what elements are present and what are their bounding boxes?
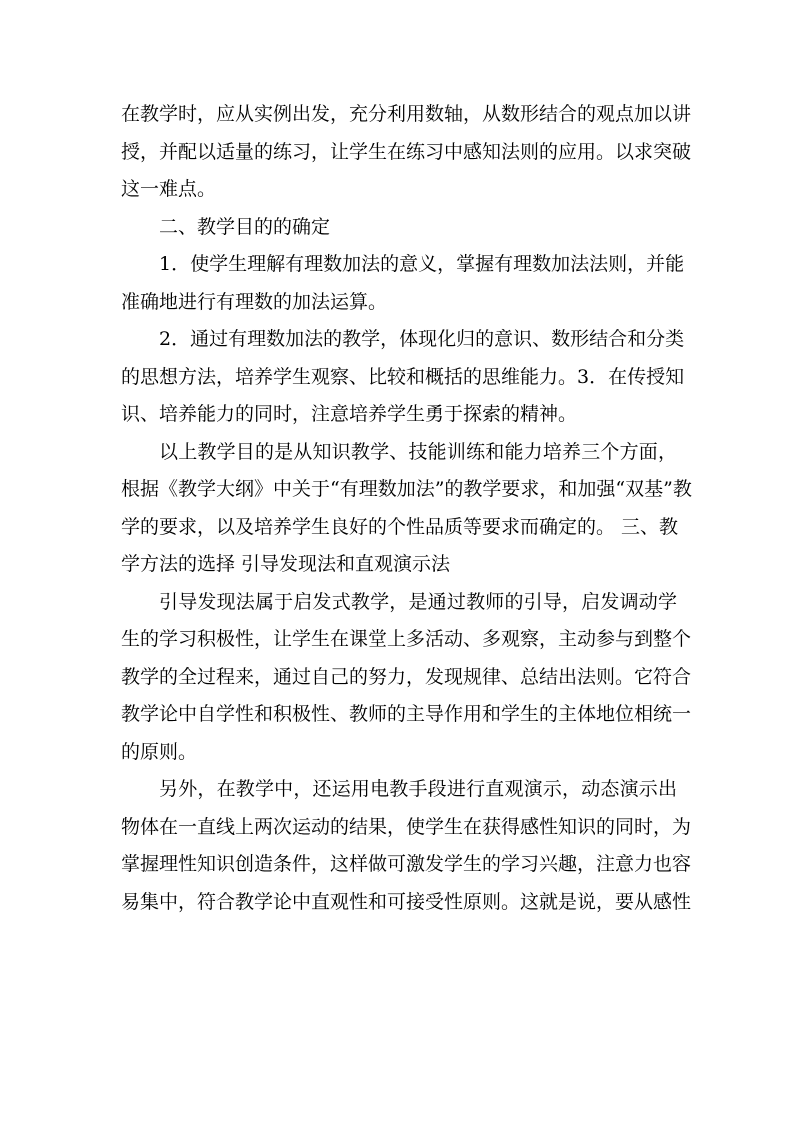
text-line: 根据《教学大纲》中关于“有理数加法”的教学要求，和加强“双基”教	[121, 478, 692, 500]
text-line: 在教学时，应从实例出发，充分利用数轴，从数形结合的观点加以讲	[121, 103, 692, 125]
text-line: 生的学习积极性，让学生在课堂上多活动、多观察，主动参与到整个	[121, 628, 692, 650]
text-line: 的思想方法，培养学生观察、比较和概括的思维能力。3．在传授知	[121, 365, 685, 388]
paragraph-intro	[121, 96, 692, 209]
text-line: 掌握理性知识创造条件，这样做可激发学生的学习兴趣，注意力也容	[121, 853, 692, 875]
text-line: 以上教学目的是从知识教学、技能训练和能力培养三个方面，	[159, 440, 677, 463]
text-line: 这一难点。	[121, 178, 217, 200]
text-line: 易集中，符合教学论中直观性和可接受性原则。这就是说，要从感性	[121, 890, 692, 913]
text-line: 教学的全过程来，通过自己的努力，发现规律、总结出法则。它符合	[121, 665, 692, 688]
section-heading-objectives	[121, 209, 677, 247]
paragraph-guided-discovery	[121, 584, 692, 772]
text-line: 识、培养能力的同时，注意培养学生勇于探索的精神。	[121, 403, 578, 425]
text-line: 授，并配以适量的练习，让学生在练习中感知法则的应用。以求突破	[121, 140, 692, 163]
text-line: 学方法的选择 引导发现法和直观演示法	[121, 553, 451, 575]
text-line: 准确地进行有理数的加法运算。	[121, 290, 388, 313]
document-page	[121, 96, 692, 921]
text-line: 引导发现法属于启发式教学，是通过教师的引导，启发调动学	[159, 590, 677, 613]
paragraph-objective-2	[121, 321, 685, 434]
text-line: 1．使学生理解有理数加法的意义，掌握有理数加法法则，并能	[159, 253, 685, 275]
text-line: 学的要求，以及培养学生良好的个性品质等要求而确定的。 三、教	[121, 515, 679, 538]
paragraph-summary	[121, 434, 692, 584]
text-line: 另外，在教学中，还运用电教手段进行直观演示，动态演示出	[159, 778, 677, 800]
text-line: 2．通过有理数加法的教学，体现化归的意识、数形结合和分类	[159, 328, 685, 350]
heading-line: 二、教学目的的确定	[159, 215, 331, 238]
text-line: 的原则。	[121, 740, 198, 763]
text-line: 物体在一直线上两次运动的结果，使学生在获得感性知识的同时，为	[121, 815, 692, 838]
paragraph-demonstration	[121, 771, 692, 921]
text-line: 教学论中自学性和积极性、教师的主导作用和学生的主体地位相统一	[121, 703, 692, 725]
paragraph-objective-1	[121, 246, 685, 321]
